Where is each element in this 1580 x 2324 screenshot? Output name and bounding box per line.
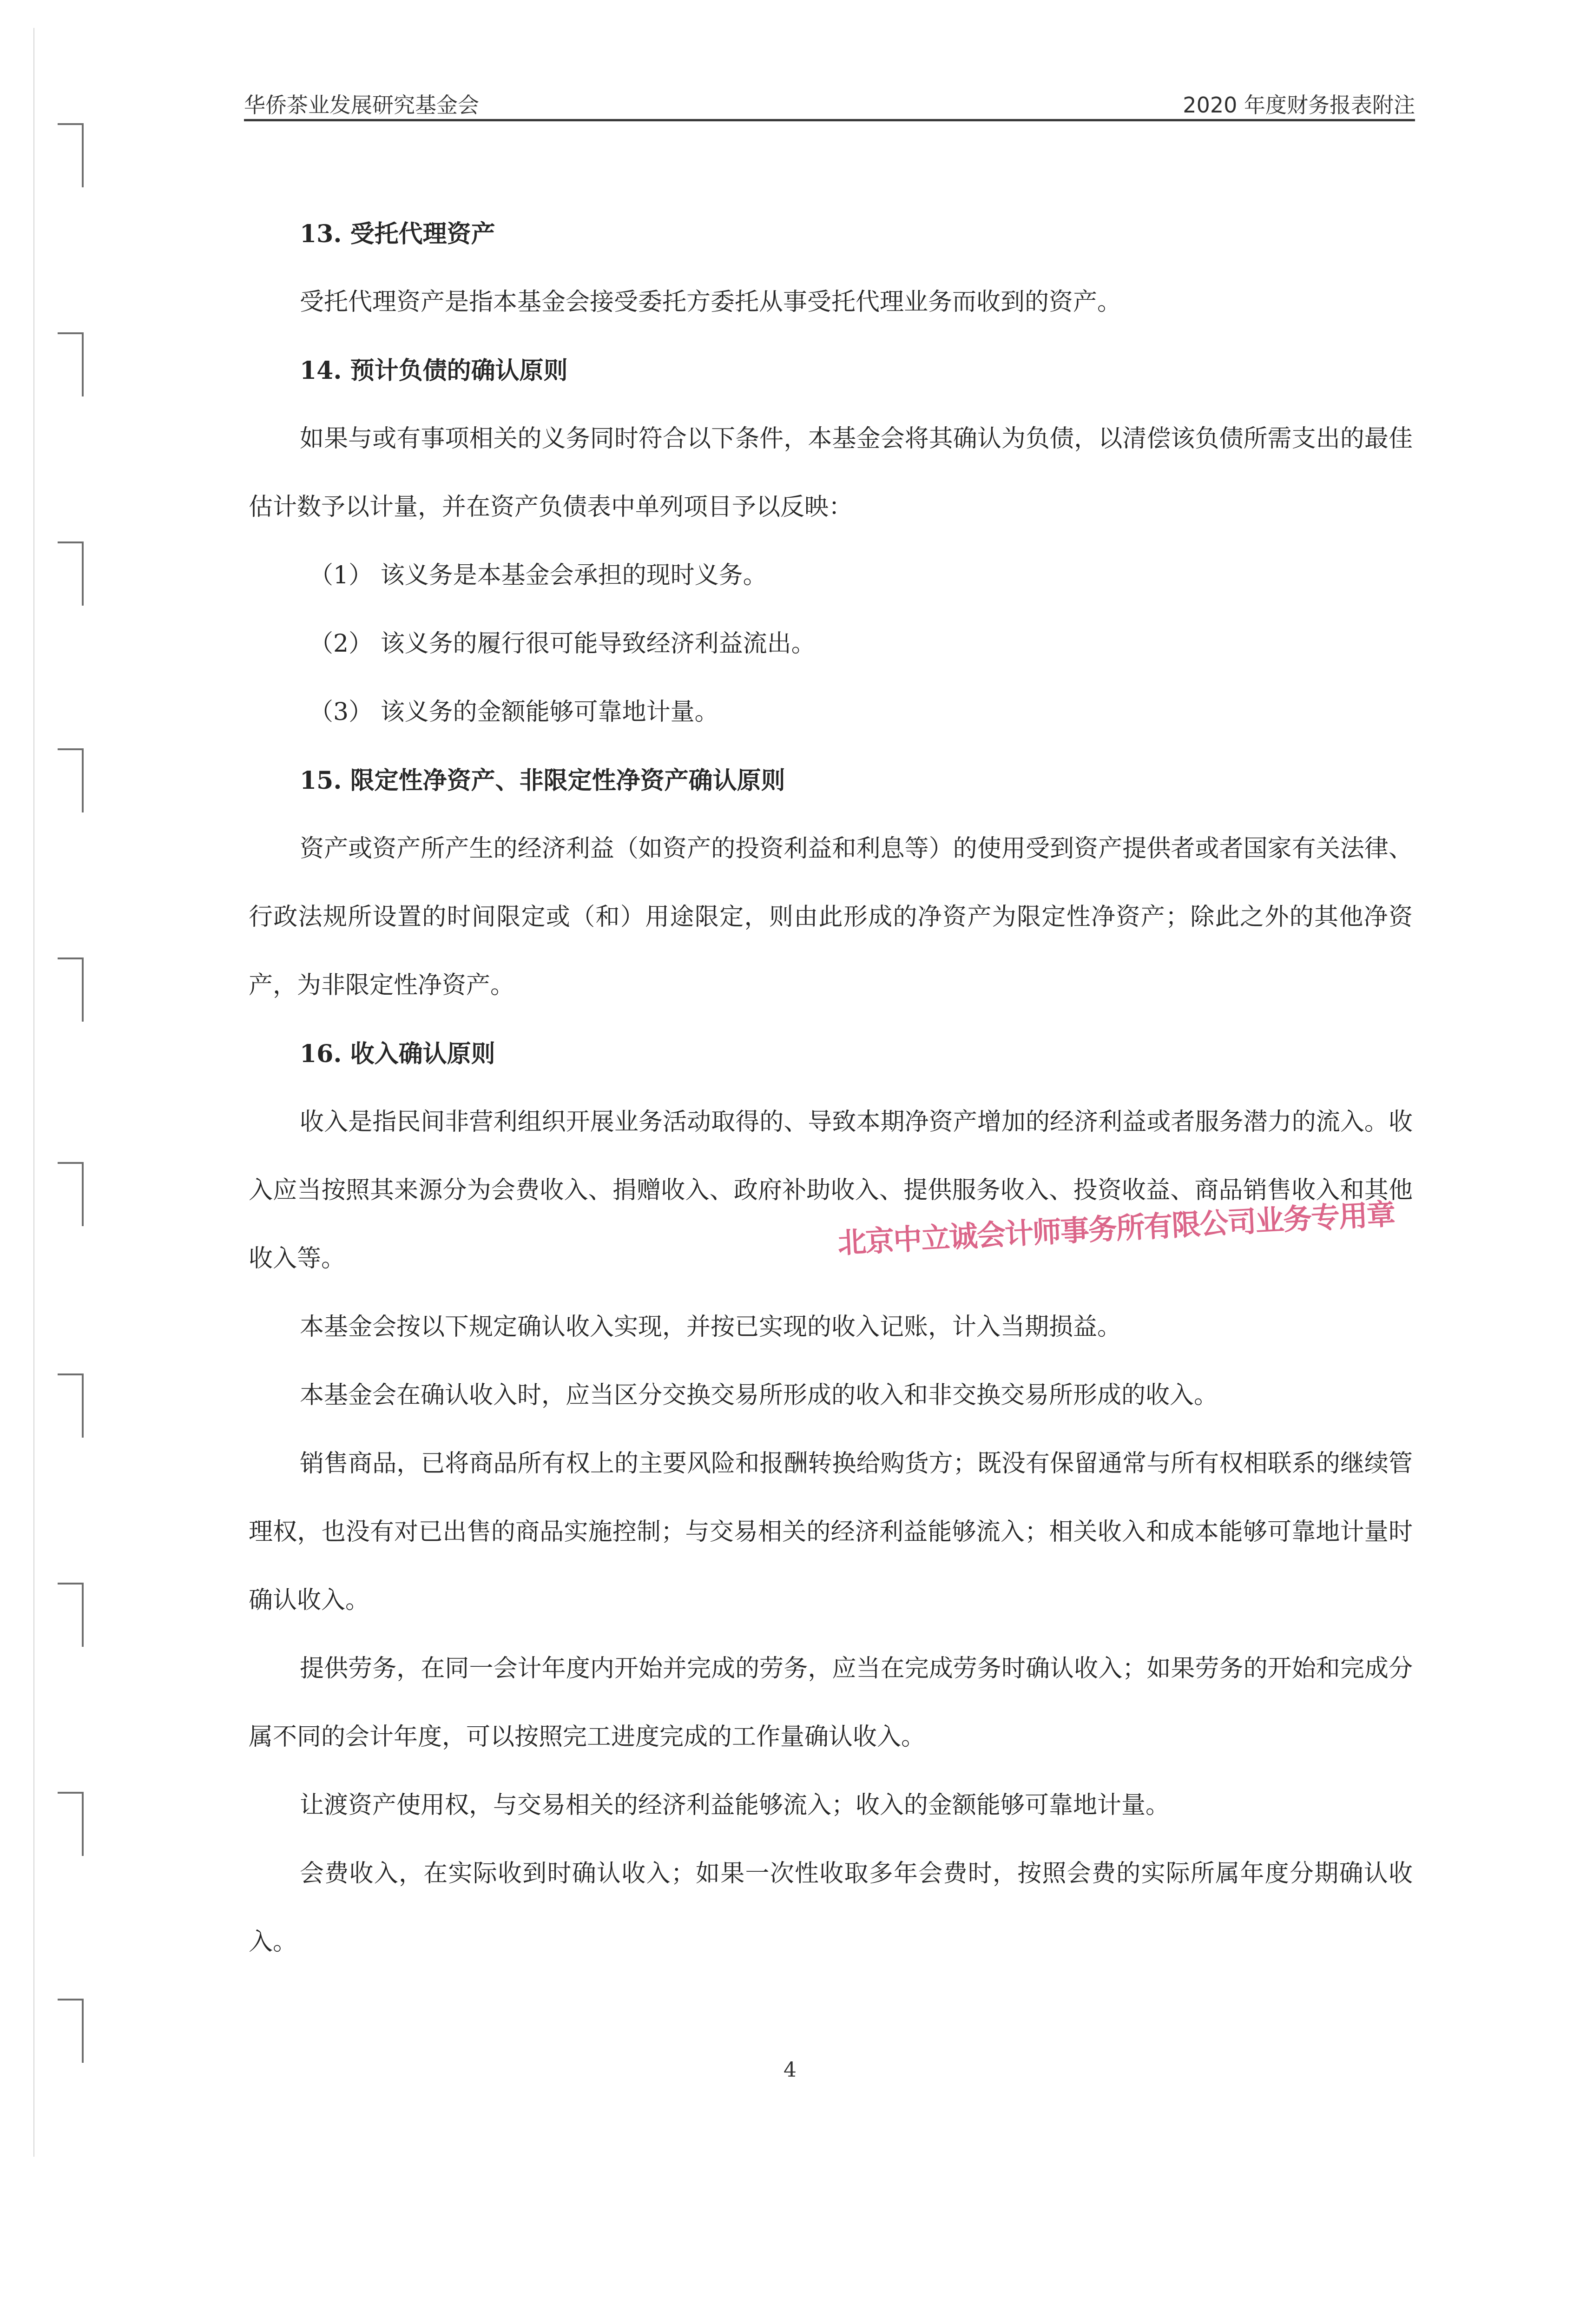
scan-edge-line	[33, 28, 34, 2157]
binding-mark	[58, 332, 85, 397]
section-14-paragraph: 如果与或有事项相关的义务同时符合以下条件，本基金会将其确认为负债，以清偿该负债所需支出的最佳估计数予以计量，并在资产负债表中单列项目予以反映：	[249, 425, 1413, 521]
binding-mark	[58, 541, 85, 607]
auditor-stamp: 北京中立诚会计师事务所有限公司业务专用章	[836, 1197, 1396, 1260]
section-13-paragraph: 受托代理资产是指本基金会接受委托方委托从事受托代理业务而收到的资产。	[300, 288, 1122, 316]
section-15-paragraph: 资产或资产所产生的经济利益（如资产的投资利益和利息等）的使用受到资产提供者或者国家有关法律、行政法规所设置的时间限定或（和）用途限定，则由此形成的净资产为限定性净资产；除此之外的其他净资产，为非限定性净资产。	[249, 835, 1413, 999]
section-16-paragraph-5: 提供劳务，在同一会计年度内开始并完成的劳务，应当在完成劳务时确认收入；如果劳务的开始和完成分属不同的会计年度，可以按照完工进度完成的工作量确认收入。	[249, 1655, 1413, 1751]
binding-mark	[58, 1162, 85, 1227]
document-body	[249, 200, 1413, 1976]
section-15-title: 15. 限定性净资产、非限定性净资产确认原则	[300, 766, 785, 795]
header-rule	[244, 119, 1415, 121]
binding-mark	[58, 123, 85, 188]
binding-mark	[58, 1373, 85, 1439]
section-16-paragraph-6: 让渡资产使用权，与交易相关的经济利益能够流入；收入的金额能够可靠地计量。	[300, 1791, 1170, 1819]
page-header	[244, 88, 1415, 121]
section-16-paragraph-7: 会费收入，在实际收到时确认收入；如果一次性收取多年会费时，按照会费的实际所属年度分期确认收入。	[249, 1860, 1413, 1956]
section-14-title: 14. 预计负债的确认原则	[300, 357, 568, 385]
section-16-paragraph-3: 本基金会在确认收入时，应当区分交换交易所形成的收入和非交换交易所形成的收入。	[300, 1381, 1218, 1409]
section-14-item-3: （3） 该义务的金额能够可靠地计量。	[309, 698, 719, 726]
section-16-paragraph-1: 收入是指民间非营利组织开展业务活动取得的、导致本期净资产增加的经济利益或者服务潜力的流入。收入应当按照其来源分为会费收入、捐赠收入、政府补助收入、提供服务收入、投资收益、商品销售收入和其他收入等。	[249, 1108, 1413, 1273]
page-number: 4	[783, 2058, 797, 2082]
binding-mark	[58, 1999, 85, 2064]
section-16-paragraph-4: 销售商品，已将商品所有权上的主要风险和报酬转换给购货方；既没有保留通常与所有权相联系的继续管理权，也没有对已出售的商品实施控制；与交易相关的经济利益能够流入；相关收入和成本能够可靠地计量时确认收入。	[249, 1450, 1413, 1614]
binding-mark	[58, 957, 85, 1023]
section-14-item-2: （2） 该义务的履行很可能导致经济利益流出。	[309, 630, 816, 658]
section-16-paragraph-2: 本基金会按以下规定确认收入实现，并按已实现的收入记账，计入当期损益。	[300, 1313, 1122, 1341]
binding-mark	[58, 1583, 85, 1648]
section-13-title: 13. 受托代理资产	[300, 220, 495, 248]
binding-mark	[58, 748, 85, 813]
section-16-title: 16. 收入确认原则	[300, 1040, 495, 1068]
binding-mark	[58, 1792, 85, 1857]
header-doc-title: 2020 年度财务报表附注	[1183, 92, 1415, 118]
header-org-name: 华侨茶业发展研究基金会	[244, 92, 479, 118]
section-14-item-1: （1） 该义务是本基金会承担的现时义务。	[309, 561, 767, 589]
